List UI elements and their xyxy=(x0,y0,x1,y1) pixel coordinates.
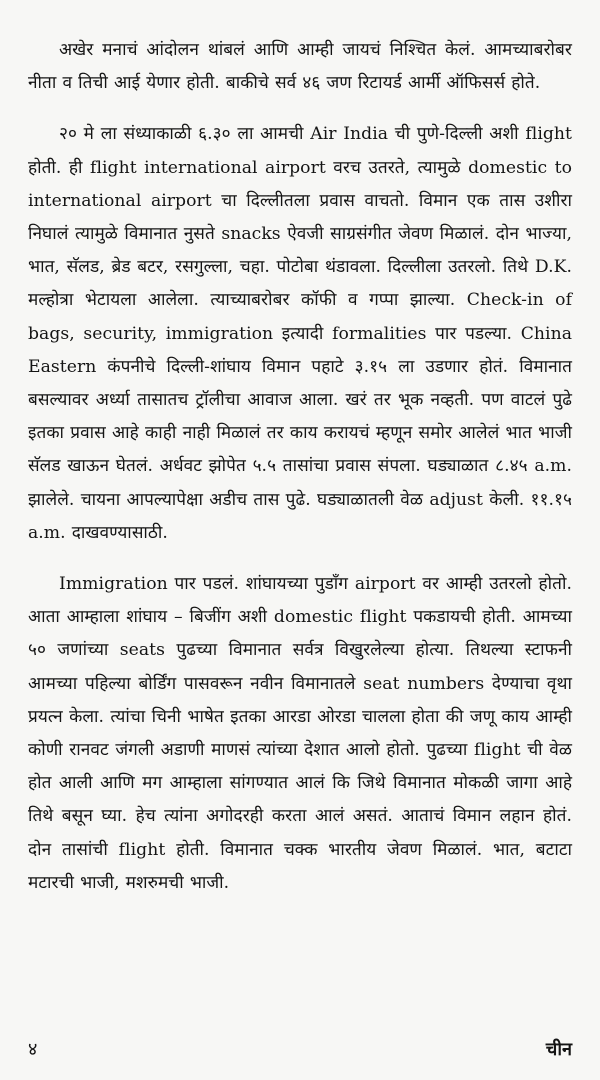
paragraph-3: Immigration पार पडलं. शांघायच्या पुडाँग airport वर आम्ही उतरलो होतो. आता आम्हाला शांघाय – बिजींग अशी domestic flight पकडायची होती. आमच्या ५० जणांच्या seats पुढच्या विमानात सर्वत्र विखुरलेल्या होत्या. तिथल्या स्टाफनी आमच्या पहिल्या बोर्डिंग पासवरून नवीन विमानातले seat numbers देण्याचा वृथा प्रयत्न केला. त्यांचा चिनी भाषेत इतका आरडा ओरडा चालला होता की जणू काय आम्ही कोणी रानवट जंगली अडाणी माणसं त्यांच्या देशात आलो होतो. पुढच्या flight ची वेळ होत आली आणि मग आम्हाला सांगण्यात आलं कि जिथे विमानात मोकळी जागा आहे तिथे बसून घ्या. हेच त्यांना अगोदरही करता आलं असतं. आताचं विमान लहान होतं. दोन तासांची flight होती. विमानात चक्क भारतीय जेवण मिळालं. भात, बटाटा मटारची भाजी, मशरुमची भाजी. xyxy=(28,574,572,893)
paragraph-1: अखेर मनाचं आंदोलन थांबलं आणि आम्ही जायचं निश्चित केलं. आमच्याबरोबर नीता व तिची आई येणार होती. बाकीचे सर्व ४६ जण रिटायर्ड आर्मी ऑफिसर्स होते. xyxy=(28,40,572,94)
document-page xyxy=(28,34,572,918)
chapter-title: चीन xyxy=(545,1039,572,1060)
page-footer xyxy=(28,1036,572,1064)
paragraph-2: २० मे ला संध्याकाळी ६.३० ला आमची Air India ची पुणे-दिल्ली अशी flight होती. ही flight international airport वरच उतरते, त्यामुळे domestic to international airport चा दिल्लीतला प्रवास वाचतो. विमान एक तास उशीरा निघालं त्यामुळे विमानात नुसते snacks ऐवजी साग्रसंगीत जेवण मिळालं. दोन भाज्या, भात, सॅलड, ब्रेड बटर, रसगुल्ला, चहा. पोटोबा थंडावला. दिल्लीला उतरलो. तिथे D.K. मल्होत्रा भेटायला आलेला. त्याच्याबरोबर कॉफी व गप्पा झाल्या. Check-in of bags, security, immigration इत्यादी formalities पार पडल्या. China Eastern कंपनीचे दिल्ली-शांघाय विमान पहाटे ३.१५ ला उडणार होतं. विमानात बसल्यावर अर्ध्या तासातच ट्रॉलीचा आवाज आला. खरं तर भूक नव्हती. पण वाटलं पुढे इतका प्रवास आहे काही नाही मिळालं तर काय करायचं म्हणून समोर आलेलं भात भाजी सॅलड खाऊन घेतलं. अर्धवट झोपेत ५.५ तासांचा प्रवास संपला. घड्याळात ८.४५ a.m. झालेले. चायना आपल्यापेक्षा अडीच तास पुढे. घड्याळातली वेळ adjust केली. ११.१५ a.m. दाखवण्यासाठी. xyxy=(28,124,572,543)
page-number: ४ xyxy=(28,1039,38,1060)
